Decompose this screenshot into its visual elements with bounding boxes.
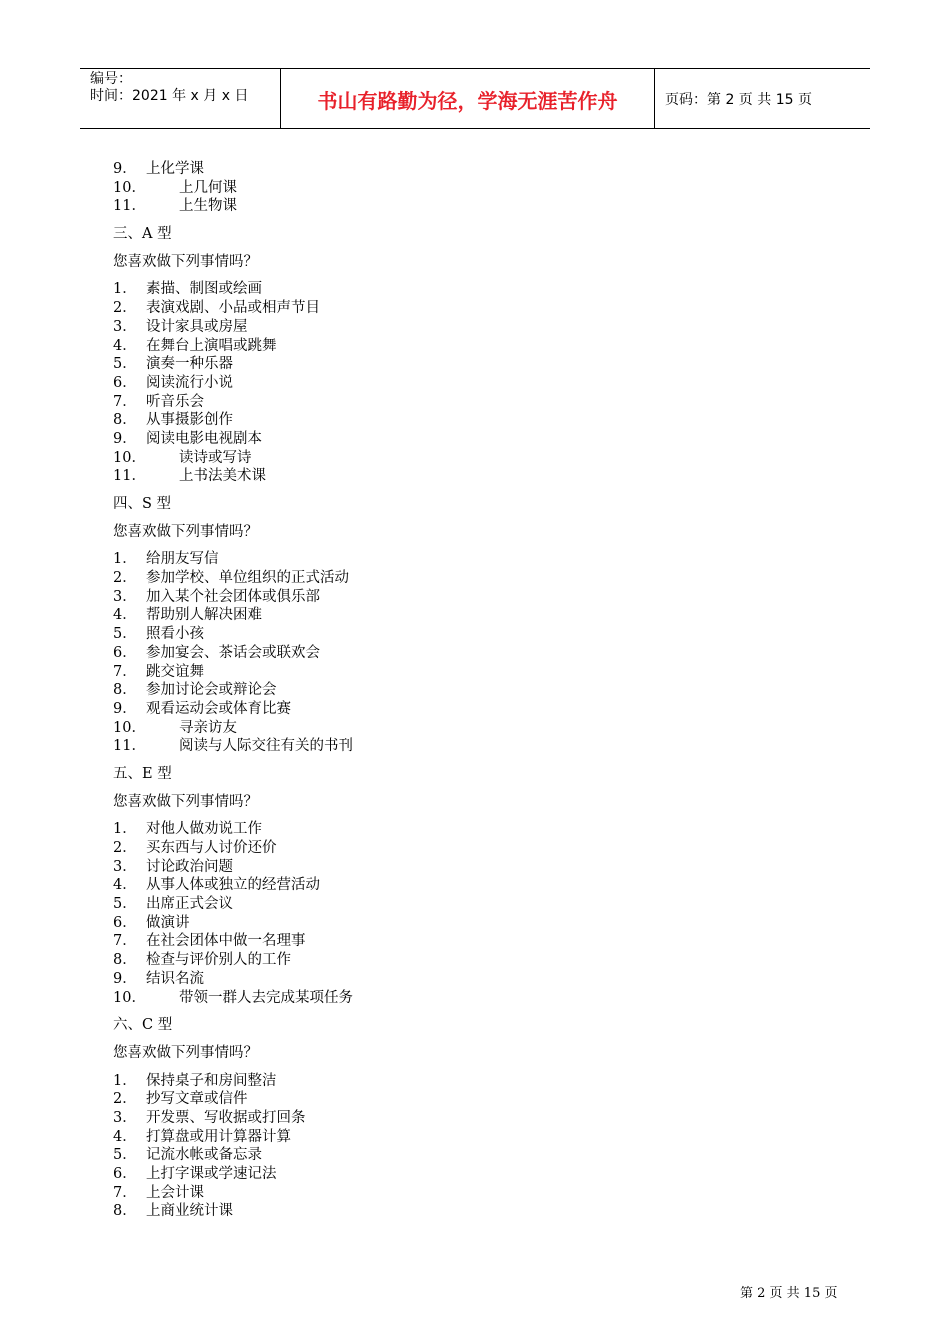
item-number: 10． — [113, 989, 146, 1006]
list-item — [113, 606, 813, 625]
section-heading: 五、E 型 — [113, 765, 172, 782]
list-item — [113, 625, 813, 644]
item-text: 观看运动会或体育比赛 — [146, 700, 291, 717]
item-text: 上商业统计课 — [146, 1203, 233, 1220]
item-number: 4． — [113, 877, 137, 894]
section-prompt: 您喜欢做下列事情吗？ — [113, 793, 258, 810]
item-text: 照看小孩 — [146, 626, 204, 643]
list-item — [113, 1128, 813, 1147]
list-item — [113, 160, 813, 179]
item-number: 5． — [113, 626, 137, 643]
list-item — [113, 914, 813, 933]
item-number: 9． — [113, 970, 137, 987]
list-item — [113, 179, 813, 198]
item-number: 1． — [113, 551, 137, 568]
item-number: 9． — [113, 700, 137, 717]
item-text: 对他人做劝说工作 — [146, 821, 262, 838]
item-text: 保持桌子和房间整洁 — [146, 1072, 277, 1089]
item-number: 1． — [113, 281, 137, 298]
item-number: 2． — [113, 570, 137, 587]
item-number: 3． — [113, 1109, 137, 1126]
item-number: 9． — [113, 161, 137, 177]
item-text: 讨论政治问题 — [146, 858, 233, 875]
item-number: 8． — [113, 1203, 137, 1220]
item-text: 上打字课或学速记法 — [146, 1166, 277, 1182]
list-item — [113, 820, 813, 839]
item-number: 6． — [113, 1166, 137, 1182]
item-text: 阅读与人际交往有关的书刊 — [179, 738, 353, 755]
item-number: 5． — [113, 1147, 137, 1164]
item-text: 买东西与人讨价还价 — [146, 840, 277, 856]
item-number: 4． — [113, 337, 137, 354]
item-text: 加入某个社会团体或俱乐部 — [146, 588, 320, 605]
list-item — [113, 876, 813, 895]
item-text: 表演戏剧、小品或相声节目 — [146, 300, 320, 317]
item-number: 11． — [113, 468, 146, 485]
item-number: 5． — [113, 896, 137, 913]
questionnaire-body — [113, 160, 813, 1221]
item-number: 7． — [113, 933, 137, 950]
motto-text: 书山有路勤为径，学海无涯苦作舟 — [317, 89, 618, 113]
section-heading: 四、S 型 — [113, 496, 172, 512]
list-item — [113, 1109, 813, 1128]
list-item — [113, 299, 813, 318]
list-item — [113, 951, 813, 970]
item-text: 寻亲访友 — [179, 719, 237, 736]
item-number: 3． — [113, 858, 137, 875]
item-text: 检查与评价别人的工作 — [146, 952, 291, 969]
item-text: 演奏一种乐器 — [146, 356, 233, 373]
list-item — [113, 355, 813, 374]
item-text: 上会计课 — [146, 1184, 204, 1201]
list-item — [113, 374, 813, 393]
header-page-number: 页码：第 2 页 共 15 页 — [665, 91, 812, 108]
item-text: 上生物课 — [179, 198, 237, 215]
section-prompt: 您喜欢做下列事情吗？ — [113, 1044, 258, 1061]
list-item — [113, 337, 813, 356]
item-text: 阅读电影电视剧本 — [146, 430, 262, 447]
item-text: 上化学课 — [146, 161, 204, 177]
section-heading: 六、C 型 — [113, 1017, 173, 1034]
list-item — [113, 550, 813, 569]
section-heading: 三、A 型 — [113, 226, 172, 243]
item-number: 8． — [113, 412, 137, 429]
item-text: 设计家具或房屋 — [146, 318, 248, 335]
list-item — [113, 932, 813, 951]
page-footer — [740, 1282, 837, 1301]
item-text: 阅读流行小说 — [146, 374, 233, 391]
item-text: 从事摄影创作 — [146, 412, 233, 429]
item-number: 11． — [113, 738, 146, 755]
list-item — [113, 1072, 813, 1091]
list-item — [113, 569, 813, 588]
item-number: 11． — [113, 198, 146, 215]
item-text: 结识名流 — [146, 970, 204, 987]
item-text: 听音乐会 — [146, 393, 204, 410]
list-item — [113, 719, 813, 738]
list-item — [113, 737, 813, 756]
item-text: 打算盘或用计算器计算 — [146, 1128, 291, 1145]
list-item — [113, 1184, 813, 1203]
list-item — [113, 970, 813, 989]
item-number: 10． — [113, 179, 146, 196]
list-item — [113, 700, 813, 719]
item-number: 4． — [113, 1128, 137, 1145]
item-text: 记流水帐或备忘录 — [146, 1147, 262, 1164]
item-text: 跳交谊舞 — [146, 663, 204, 680]
header-meta-cell — [80, 69, 281, 128]
item-text: 参加宴会、茶话会或联欢会 — [146, 644, 320, 661]
list-item — [113, 411, 813, 430]
list-item — [113, 1146, 813, 1165]
item-text: 开发票、写收据或打回条 — [146, 1109, 306, 1126]
item-number: 3． — [113, 318, 137, 335]
item-text: 给朋友写信 — [146, 551, 219, 568]
item-text: 在舞台上演唱或跳舞 — [146, 337, 277, 354]
item-text: 出席正式会议 — [146, 896, 233, 913]
item-text: 带领一群人去完成某项任务 — [179, 989, 353, 1006]
item-text: 素描、制图或绘画 — [146, 281, 262, 298]
page-header — [80, 68, 870, 129]
list-item — [113, 1165, 813, 1184]
list-item — [113, 449, 813, 468]
item-number: 7． — [113, 393, 137, 410]
item-text: 上书法美术课 — [179, 468, 266, 485]
list-item — [113, 1202, 813, 1221]
list-item — [113, 1090, 813, 1109]
item-number: 9． — [113, 430, 137, 447]
item-number: 2． — [113, 1091, 137, 1108]
item-number: 8． — [113, 952, 137, 969]
list-item — [113, 318, 813, 337]
date-label: 时间：2021 年 x 月 x 日 — [90, 88, 249, 104]
header-motto-cell — [281, 69, 655, 128]
item-number: 1． — [113, 1072, 137, 1089]
item-number: 1． — [113, 821, 137, 838]
list-item — [113, 839, 813, 858]
section-prompt: 您喜欢做下列事情吗？ — [113, 523, 258, 540]
item-number: 10． — [113, 449, 146, 466]
list-item — [113, 197, 813, 216]
list-item — [113, 467, 813, 486]
item-number: 4． — [113, 607, 137, 624]
list-item — [113, 858, 813, 877]
list-item — [113, 895, 813, 914]
item-number: 6． — [113, 374, 137, 391]
item-text: 上几何课 — [179, 179, 237, 196]
item-text: 在社会团体中做一名理事 — [146, 933, 306, 950]
list-item — [113, 644, 813, 663]
item-number: 6． — [113, 914, 137, 931]
item-text: 读诗或写诗 — [179, 449, 252, 466]
item-number: 10． — [113, 719, 146, 736]
item-text: 从事人体或独立的经营活动 — [146, 877, 320, 894]
item-text: 帮助别人解决困难 — [146, 607, 262, 624]
item-number: 2． — [113, 300, 137, 317]
item-text: 参加讨论会或辩论会 — [146, 682, 277, 699]
list-item — [113, 663, 813, 682]
list-item — [113, 681, 813, 700]
item-number: 7． — [113, 663, 137, 680]
header-page-cell — [655, 69, 870, 128]
list-item — [113, 393, 813, 412]
section-prompt: 您喜欢做下列事情吗？ — [113, 253, 258, 270]
footer-page-number: 第 2 页 共 15 页 — [740, 1286, 838, 1301]
item-number: 6． — [113, 644, 137, 661]
item-text: 参加学校、单位组织的正式活动 — [146, 570, 349, 587]
item-text: 抄写文章或信件 — [146, 1091, 248, 1108]
item-number: 2． — [113, 840, 137, 856]
item-number: 7． — [113, 1184, 137, 1201]
list-item — [113, 280, 813, 299]
item-text: 做演讲 — [146, 914, 190, 931]
item-number: 3． — [113, 588, 137, 605]
item-number: 8． — [113, 682, 137, 699]
list-item — [113, 989, 813, 1008]
item-number: 5． — [113, 356, 137, 373]
list-item — [113, 430, 813, 449]
serial-number-label: 编号： — [90, 71, 132, 87]
list-item — [113, 588, 813, 607]
